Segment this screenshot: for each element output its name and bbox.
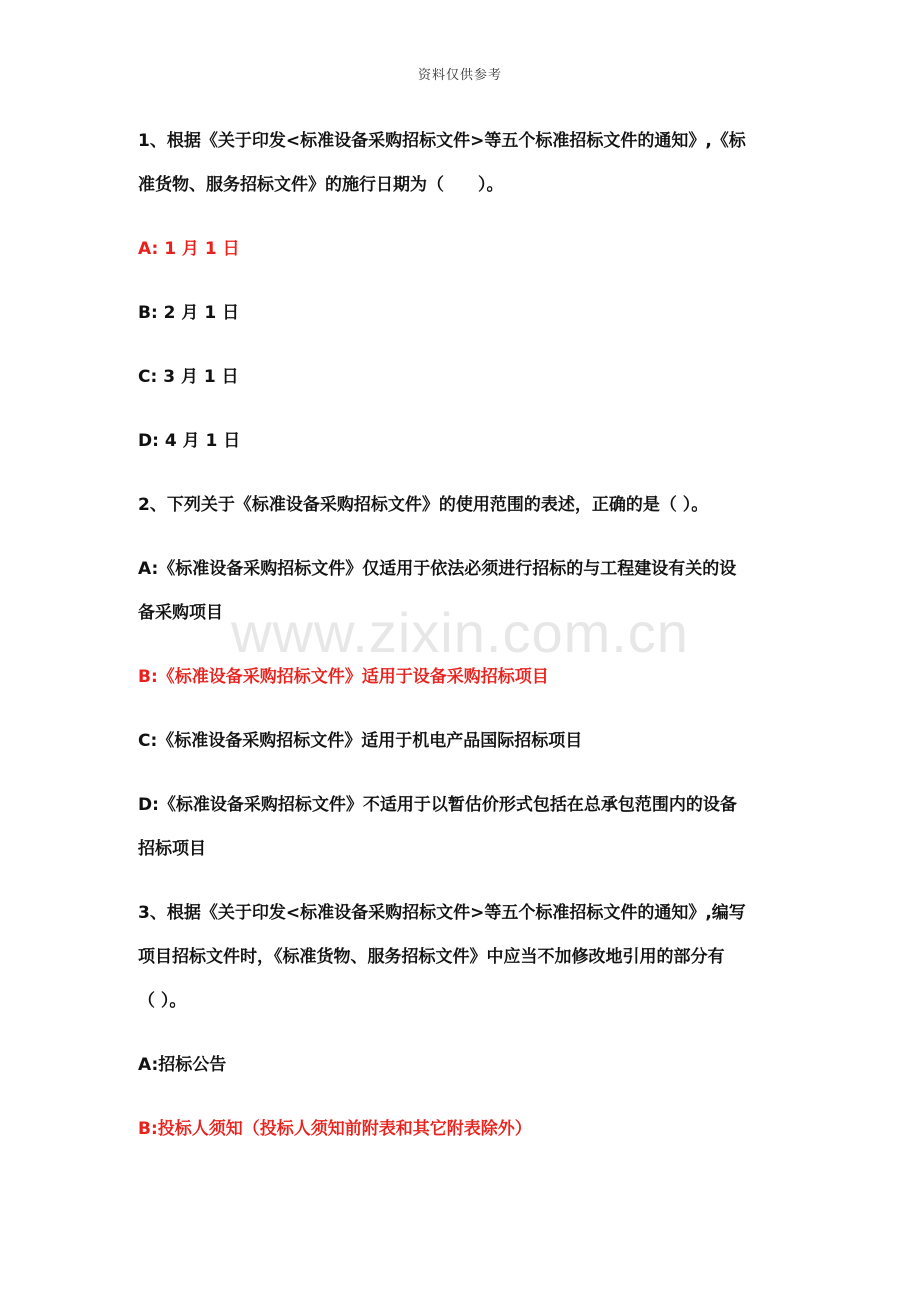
option-b-correct: B:投标人须知（投标人须知前附表和其它附表除外） [138,1119,532,1139]
option-a: A:招标公告 [138,1055,227,1075]
question-stem-line: 项目招标文件时，《标准货物、服务招标文件》中应当不加修改地引用的部分有 [138,947,725,967]
question-stem-line: 3、根据《关于印发<标准设备采购招标文件>等五个标准招标文件的通知》,编写 [138,903,746,923]
option-a-continued: 备采购项目 [138,603,223,623]
option-c: C:《标准设备采购招标文件》适用于机电产品国际招标项目 [138,731,583,751]
option-b: B: 2 月 1 日 [138,303,240,323]
option-a-correct: A: 1 月 1 日 [138,239,240,259]
question-3 [138,891,788,1151]
watermark: www.zixin.com.cn [231,601,689,664]
question-1 [138,119,788,483]
question-stem-line: 准货物、服务招标文件》的施行日期为（ ）。 [138,175,504,195]
option-a: A:《标准设备采购招标文件》仅适用于依法必须进行招标的与工程建设有关的设 [138,559,737,579]
option-d-continued: 招标项目 [138,839,206,859]
question-stem-line: 1、根据《关于印发<标准设备采购招标文件>等五个标准招标文件的通知》,《标 [138,131,746,151]
question-stem-line: （ ）。 [138,991,187,1011]
document-body [138,119,788,1151]
question-stem-line: 2、下列关于《标准设备采购招标文件》的使用范围的表述，正确的是（ ）。 [138,495,709,515]
option-d: D: 4 月 1 日 [138,431,241,451]
question-2 [138,483,788,891]
page-header: 资料仅供参考 [417,68,502,83]
option-b-correct: B:《标准设备采购招标文件》适用于设备采购招标项目 [138,667,549,687]
option-c: C: 3 月 1 日 [138,367,239,387]
option-d: D:《标准设备采购招标文件》不适用于以暂估价形式包括在总承包范围内的设备 [138,795,737,815]
